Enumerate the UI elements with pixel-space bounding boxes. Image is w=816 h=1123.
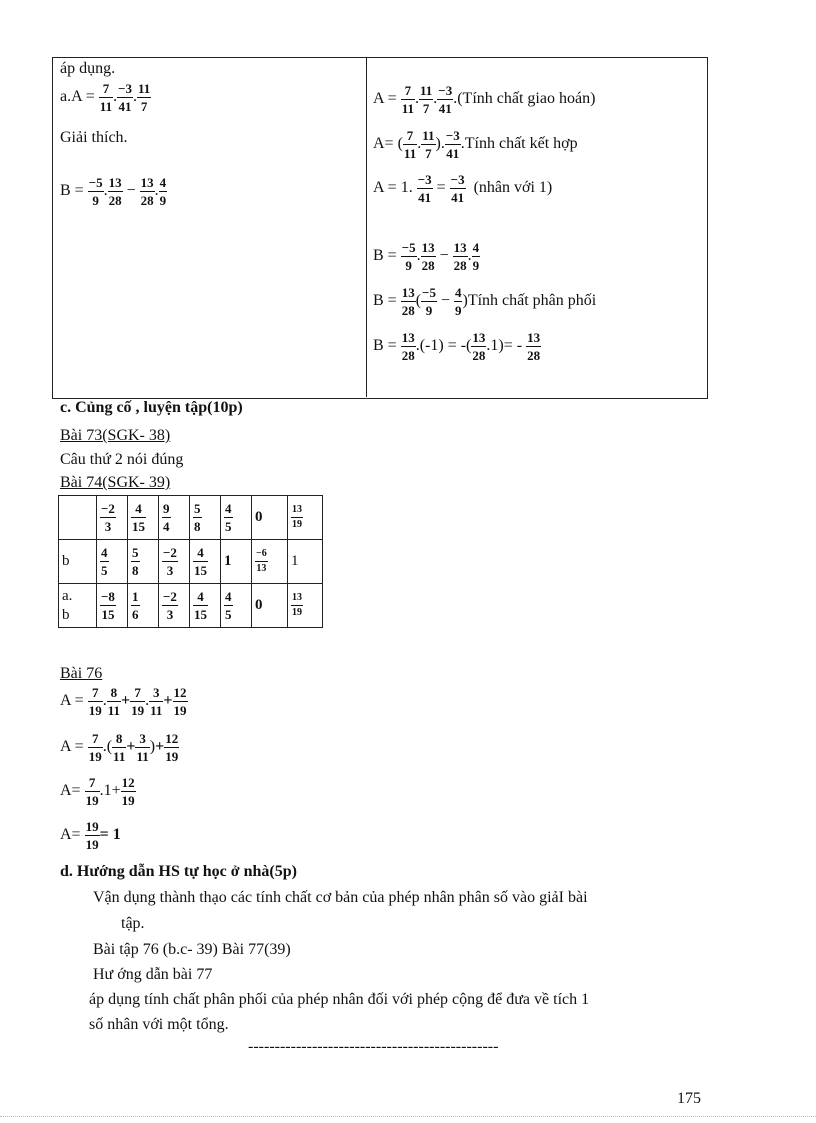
top-table-divider <box>366 57 367 397</box>
fraction: $\frac{4}{9}$ <box>454 285 462 318</box>
table-cell: $\frac{9}{4}$ <box>159 496 190 540</box>
fraction: $\frac{19}{19}$ <box>85 819 99 852</box>
fraction: $\frac{11}{7}$ <box>422 128 435 161</box>
fraction: $\frac{13}{28}$ <box>140 175 154 208</box>
table-cell: $\frac{-2}{3}$ <box>97 496 128 540</box>
fraction: $\frac{-3}{41}$ <box>445 128 460 161</box>
row-label <box>59 496 97 540</box>
label: A= <box>60 826 81 844</box>
section-d-paragraph-4a: áp dụng tính chất phân phối của phép nhân đối với phép cộng để đưa về tích 1 <box>89 991 590 1008</box>
label: B = <box>373 292 397 310</box>
section-d-paragraph-3: Hư ớng dẫn bài 77 <box>93 966 213 983</box>
fraction: $\frac{-3}{41}$ <box>118 81 133 114</box>
fraction: $\frac{13}{28}$ <box>453 240 467 273</box>
right-line-3: A = 1. $\frac{-3}{41}$ = $\frac{-3}{41}$ (nhân với 1) <box>373 172 553 205</box>
right-line-6 <box>373 331 541 362</box>
fraction: $\frac{8}{11}$ <box>113 731 126 764</box>
section-d-paragraph-4b: số nhân với một tổng. <box>89 1016 229 1033</box>
bai74-title: Bài 74(SGK- 39) <box>60 474 171 491</box>
section-d-heading: d. Hướng dẫn HS tự học ở nhà(5p) <box>60 863 297 880</box>
fraction: $\frac{7}{11}$ <box>99 81 113 114</box>
fraction: $\frac{13}{28}$ <box>108 175 122 208</box>
table-cell: $\frac{4}{5}$ <box>97 540 128 584</box>
fraction: $\frac{-5}{9}$ <box>88 175 103 208</box>
label: B = <box>373 247 397 265</box>
fraction: $\frac{12}{19}$ <box>121 775 135 808</box>
table-cell: $\frac{4}{15}$ <box>190 540 221 584</box>
fraction: $\frac{13}{28}$ <box>401 330 415 363</box>
section-d-paragraph-1a: Vận dụng thành thạo các tính chất cơ bản của phép nhân phân số vào giảI bài <box>93 889 588 906</box>
table-cell: $\frac{-2}{3}$ <box>159 584 190 628</box>
fraction: $\frac{13}{28}$ <box>527 330 541 363</box>
fraction: $\frac{-5}{9}$ <box>422 285 436 318</box>
text: = 1 <box>99 826 121 844</box>
table-cell: $\frac{13}{19}$ <box>288 496 323 540</box>
right-line-2: A= ( $\frac{7}{11}$ . $\frac{11}{7}$ ). $\frac{-3}{41}$ .Tính chất kết hợp <box>373 128 578 161</box>
left-expression-b: B = $\frac{-5}{9}$ . $\frac{13}{28}$ − $\frac{13}{28}$ . $\frac{4}{9}$ <box>60 175 167 208</box>
table-row <box>59 496 323 540</box>
label: B = <box>60 182 84 200</box>
table-cell: 1 <box>288 540 323 584</box>
table-cell: 0 <box>252 496 288 540</box>
fraction: $\frac{-3}{41}$ <box>417 172 432 205</box>
row-label: a. b <box>59 584 97 628</box>
right-line-1: A = $\frac{7}{11}$ . $\frac{11}{7}$ . $\frac{-3}{41}$ .(Tính chất giao hoán) <box>373 83 596 116</box>
fraction: $\frac{12}{19}$ <box>165 731 179 764</box>
bai73-title: Bài 73(SGK- 38) <box>60 427 171 444</box>
label: A = 1. <box>373 179 413 197</box>
note: )Tính chất phân phối <box>462 292 597 310</box>
fraction: $\frac{4}{9}$ <box>159 175 167 208</box>
fraction: $\frac{13}{28}$ <box>401 285 415 318</box>
table-cell: $\frac{5}{8}$ <box>128 540 159 584</box>
fraction: $\frac{4}{9}$ <box>472 240 480 273</box>
fraction: $\frac{7}{19}$ <box>131 685 145 718</box>
fraction: $\frac{-3}{41}$ <box>438 83 453 116</box>
fraction: $\frac{7}{19}$ <box>88 685 102 718</box>
fraction: $\frac{12}{19}$ <box>173 685 187 718</box>
row-label: b <box>59 540 97 584</box>
note: .(Tính chất giao hoán) <box>453 90 596 108</box>
bai76-line-4 <box>60 820 121 851</box>
table-cell: 0 <box>252 584 288 628</box>
label: A = <box>60 692 84 710</box>
fraction: $\frac{13}{28}$ <box>472 330 486 363</box>
fraction: $\frac{7}{19}$ <box>88 731 102 764</box>
section-d-paragraph-1b: tập. <box>121 915 145 932</box>
table-cell: $\frac{1}{6}$ <box>128 584 159 628</box>
fraction: $\frac{-5}{9}$ <box>401 240 416 273</box>
table-cell: $\frac{4}{15}$ <box>128 496 159 540</box>
table-cell: 1 <box>221 540 252 584</box>
label: A= <box>60 782 81 800</box>
label: A = <box>60 738 84 756</box>
left-applying-text: áp dụng. <box>60 60 116 77</box>
fraction: $\frac{7}{19}$ <box>85 775 99 808</box>
table-row <box>59 540 323 584</box>
table-cell: $\frac{4}{15}$ <box>190 584 221 628</box>
table-cell: $\frac{-2}{3}$ <box>159 540 190 584</box>
fraction: $\frac{7}{11}$ <box>401 83 414 116</box>
text: .1+ <box>99 782 121 800</box>
fraction: $\frac{11}{7}$ <box>138 81 151 114</box>
fraction: $\frac{3}{11}$ <box>136 731 149 764</box>
note: .Tính chất kết hợp <box>460 135 578 153</box>
section-divider: ----------------------------------------------- <box>248 1038 499 1055</box>
bai76-line-3 <box>60 776 136 807</box>
label: A = <box>373 90 397 108</box>
note: (nhân với 1) <box>473 179 553 197</box>
fraction: $\frac{7}{11}$ <box>403 128 417 161</box>
page-number: 175 <box>677 1090 701 1107</box>
table-cell: $\frac{5}{8}$ <box>190 496 221 540</box>
fraction: $\frac{-3}{41}$ <box>450 172 465 205</box>
text: .1)= - <box>486 337 523 355</box>
fraction: $\frac{8}{11}$ <box>107 685 120 718</box>
section-c-heading: c. Củng cố , luyện tập(10p) <box>60 399 243 416</box>
bai73-answer: Câu thứ 2 nói đúng <box>60 451 184 468</box>
table-cell: $\frac{4}{5}$ <box>221 496 252 540</box>
footer-dotted-line <box>0 1116 816 1117</box>
table-cell: $\frac{-6}{13}$ <box>252 540 288 584</box>
text: .(-1) = -( <box>415 337 472 355</box>
bai76-line-2: A = $\frac{7}{19}$ .( $\frac{8}{11}$ + $\frac{3}{11}$ )+ $\frac{12}{19}$ <box>60 731 179 764</box>
left-explain-text: Giải thích. <box>60 129 128 146</box>
right-line-5: B = $\frac{13}{28}$ ( $\frac{-5}{9}$ − $\frac{4}{9}$ )Tính chất phân phối <box>373 285 597 318</box>
right-line-4: B = $\frac{-5}{9}$ . $\frac{13}{28}$ − $\frac{13}{28}$ . $\frac{4}{9}$ <box>373 240 480 273</box>
fraction: $\frac{13}{28}$ <box>421 240 435 273</box>
left-expression-a: a.A = $\frac{7}{11}$ . $\frac{-3}{41}$ . $\frac{11}{7}$ <box>60 81 151 114</box>
bai74-table <box>58 495 323 628</box>
label: a.A = <box>60 88 95 106</box>
table-cell: $\frac{-8}{15}$ <box>97 584 128 628</box>
table-cell: $\frac{4}{5}$ <box>221 584 252 628</box>
table-cell: $\frac{13}{19}$ <box>288 584 323 628</box>
bai76-line-1: A = $\frac{7}{19}$ . $\frac{8}{11}$ + $\frac{7}{19}$ . $\frac{3}{11}$ + $\frac{12}{19}$ <box>60 685 187 718</box>
fraction: $\frac{11}{7}$ <box>420 83 433 116</box>
fraction: $\frac{3}{11}$ <box>150 685 163 718</box>
table-row <box>59 584 323 628</box>
bai76-title: Bài 76 <box>60 665 103 682</box>
label: A= <box>373 135 394 153</box>
label: B = <box>373 337 397 355</box>
section-d-paragraph-2: Bài tập 76 (b.c- 39) Bài 77(39) <box>93 941 291 958</box>
